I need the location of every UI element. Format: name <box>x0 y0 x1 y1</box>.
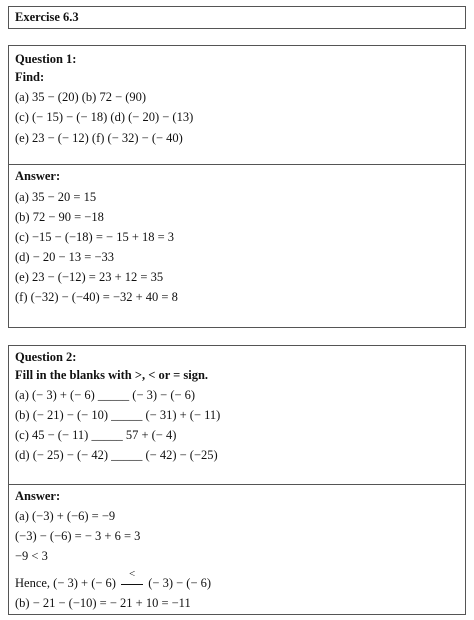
answer-2-heading: Answer: <box>15 489 61 503</box>
hence-left: Hence, (− 3) + (− 6) <box>15 576 116 590</box>
question-2-box <box>8 345 466 615</box>
question-2-line: (a) (− 3) + (− 6) _____ (− 3) − (− 6) <box>15 388 196 402</box>
hence-right: (− 3) − (− 6) <box>148 576 212 590</box>
answer-2-line: (a) (−3) + (−6) = −9 <box>15 509 116 523</box>
blank-with-symbol <box>119 568 145 590</box>
answer-1-line: (a) 35 − 20 = 15 <box>15 190 97 204</box>
answer-1-line: (b) 72 − 90 = −18 <box>15 210 104 224</box>
answer-2-hence-line <box>15 568 212 590</box>
section-divider <box>9 164 465 165</box>
answer-1-line: (d) − 20 − 13 = −33 <box>15 250 115 264</box>
question-2-prompt: Fill in the blanks with >, < or = sign. <box>15 368 209 382</box>
question-1-line: (e) 23 − (− 12) (f) (− 32) − (− 40) <box>15 131 183 145</box>
answer-2-line: −9 < 3 <box>15 549 48 563</box>
question-1-prompt: Find: <box>15 70 45 84</box>
answer-1-line: (e) 23 − (−12) = 23 + 12 = 35 <box>15 270 164 284</box>
question-1-box <box>8 45 466 328</box>
question-1-heading: Question 1: <box>15 52 77 66</box>
question-2-line: (d) (− 25) − (− 42) _____ (− 42) − (−25) <box>15 448 218 462</box>
question-2-line: (c) 45 − (− 11) _____ 57 + (− 4) <box>15 428 177 442</box>
answer-1-line: (c) −15 − (−18) = − 15 + 18 = 3 <box>15 230 175 244</box>
answer-1-line: (f) (−32) − (−40) = −32 + 40 = 8 <box>15 290 178 304</box>
less-than-symbol: < <box>129 568 136 580</box>
question-2-line: (b) (− 21) − (− 10) _____ (− 31) + (− 11) <box>15 408 221 422</box>
exercise-title-box <box>8 6 466 29</box>
section-divider <box>9 484 465 485</box>
question-1-line: (a) 35 − (20) (b) 72 − (90) <box>15 90 147 104</box>
question-1-line: (c) (− 15) − (− 18) (d) (− 20) − (13) <box>15 110 194 124</box>
blank-line <box>121 584 143 585</box>
question-2-heading: Question 2: <box>15 350 77 364</box>
answer-1-heading: Answer: <box>15 169 61 183</box>
answer-2-line: (b) − 21 − (−10) = − 21 + 10 = −11 <box>15 596 191 610</box>
answer-2-line: (−3) − (−6) = − 3 + 6 = 3 <box>15 529 141 543</box>
exercise-title: Exercise 6.3 <box>15 10 79 24</box>
